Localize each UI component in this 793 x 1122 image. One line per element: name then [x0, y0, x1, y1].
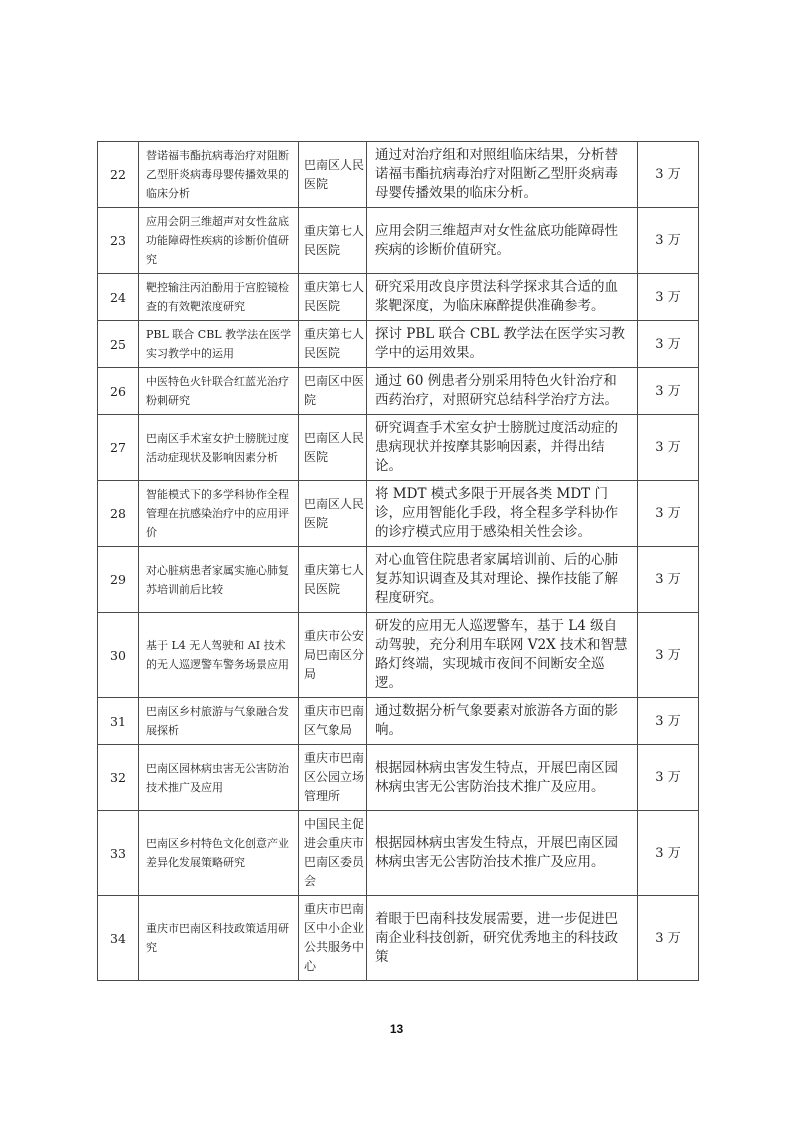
row-number-cell: 33 [98, 811, 139, 896]
table-row [98, 368, 699, 415]
project-title-cell: 巴南区乡村旅游与气象融合发展探析 [139, 698, 299, 745]
amount-cell: 3 万 [638, 811, 699, 896]
table-row [98, 481, 699, 547]
table-row [98, 811, 699, 896]
description-cell: 根据园林病虫害发生特点，开展巴南区园林病虫害无公害防治技术推广及应用。 [367, 745, 638, 811]
project-title-cell: 重庆市巴南区科技政策适用研究 [139, 896, 299, 981]
institution-cell: 巴南区人民医院 [299, 481, 367, 547]
description-cell: 研究采用改良序贯法科学探求其合适的血浆靶深度，为临床麻醉提供准确参考。 [367, 274, 638, 321]
amount-cell: 3 万 [638, 745, 699, 811]
row-number-cell: 22 [98, 142, 139, 208]
row-number-cell: 23 [98, 208, 139, 274]
description-cell: 将 MDT 模式多限于开展各类 MDT 门诊，应用智能化手段，将全程多学科协作的诊疗模式应用于感染相关性会诊。 [367, 481, 638, 547]
project-title-cell: 对心脏病患者家属实施心肺复苏培训前后比较 [139, 547, 299, 613]
project-title-cell: 应用会阴三维超声对女性盆底功能障碍性疾病的诊断价值研究 [139, 208, 299, 274]
institution-cell: 重庆市公安局巴南区分局 [299, 613, 367, 698]
table-row [98, 745, 699, 811]
table-row [98, 274, 699, 321]
table-body [98, 142, 699, 981]
amount-cell: 3 万 [638, 481, 699, 547]
amount-cell: 3 万 [638, 208, 699, 274]
amount-cell: 3 万 [638, 274, 699, 321]
project-title-cell: 替诺福韦酯抗病毒治疗对阻断乙型肝炎病毒母婴传播效果的临床分析 [139, 142, 299, 208]
table-row [98, 896, 699, 981]
row-number-cell: 27 [98, 415, 139, 481]
institution-cell: 巴南区人民医院 [299, 415, 367, 481]
description-cell: 应用会阴三维超声对女性盆底功能障碍性疾病的诊断价值研究。 [367, 208, 638, 274]
project-funding-table [97, 141, 699, 981]
row-number-cell: 31 [98, 698, 139, 745]
institution-cell: 重庆市巴南区中小企业公共服务中心 [299, 896, 367, 981]
institution-cell: 重庆第七人民医院 [299, 208, 367, 274]
table-row [98, 547, 699, 613]
row-number-cell: 25 [98, 321, 139, 368]
description-cell: 通过对治疗组和对照组临床结果，分析替诺福韦酯抗病毒治疗对阻断乙型肝炎病毒母婴传播效果的临床分析。 [367, 142, 638, 208]
table-row [98, 415, 699, 481]
description-cell: 着眼于巴南科技发展需要，进一步促进巴南企业科技创新，研究优秀地主的科技政策 [367, 896, 638, 981]
amount-cell: 3 万 [638, 896, 699, 981]
amount-cell: 3 万 [638, 698, 699, 745]
institution-cell: 重庆市巴南区气象局 [299, 698, 367, 745]
row-number-cell: 24 [98, 274, 139, 321]
description-cell: 通过数据分析气象要素对旅游各方面的影响。 [367, 698, 638, 745]
project-title-cell: 靶控输注丙泊酚用于宫腔镜检查的有效靶浓度研究 [139, 274, 299, 321]
institution-cell: 重庆市巴南区公园立场管理所 [299, 745, 367, 811]
institution-cell: 中国民主促进会重庆市巴南区委员会 [299, 811, 367, 896]
project-title-cell: 基于 L4 无人驾驶和 AI 技术的无人巡逻警车警务场景应用 [139, 613, 299, 698]
description-cell: 研发的应用无人巡逻警车，基于 L4 级自动驾驶，充分利用车联网 V2X 技术和智慧路灯终端，实现城市夜间不间断安全巡逻。 [367, 613, 638, 698]
row-number-cell: 29 [98, 547, 139, 613]
table-row [98, 142, 699, 208]
institution-cell: 重庆第七人民医院 [299, 274, 367, 321]
description-cell: 研究调查手术室女护士膀胱过度活动症的患病现状并按摩其影响因素，并得出结论。 [367, 415, 638, 481]
institution-cell: 重庆第七人民医院 [299, 547, 367, 613]
institution-cell: 巴南区人民医院 [299, 142, 367, 208]
amount-cell: 3 万 [638, 415, 699, 481]
project-title-cell: 巴南区乡村特色文化创意产业差异化发展策略研究 [139, 811, 299, 896]
table-row [98, 321, 699, 368]
table-row [98, 208, 699, 274]
description-cell: 对心血管住院患者家属培训前、后的心肺复苏知识调查及其对理论、操作技能了解程度研究。 [367, 547, 638, 613]
table-row [98, 613, 699, 698]
row-number-cell: 30 [98, 613, 139, 698]
row-number-cell: 32 [98, 745, 139, 811]
amount-cell: 3 万 [638, 368, 699, 415]
row-number-cell: 34 [98, 896, 139, 981]
amount-cell: 3 万 [638, 613, 699, 698]
row-number-cell: 26 [98, 368, 139, 415]
row-number-cell: 28 [98, 481, 139, 547]
table-row [98, 698, 699, 745]
project-title-cell: 巴南区园林病虫害无公害防治技术推广及应用 [139, 745, 299, 811]
project-title-cell: PBL 联合 CBL 教学法在医学实习教学中的运用 [139, 321, 299, 368]
description-cell: 通过 60 例患者分别采用特色火针治疗和西药治疗，对照研究总结科学治疗方法。 [367, 368, 638, 415]
institution-cell: 巴南区中医院 [299, 368, 367, 415]
page-number: 13 [389, 1022, 404, 1036]
project-title-cell: 智能模式下的多学科协作全程管理在抗感染治疗中的应用评价 [139, 481, 299, 547]
amount-cell: 3 万 [638, 547, 699, 613]
project-title-cell: 巴南区手术室女护士膀胱过度活动症现状及影响因素分析 [139, 415, 299, 481]
description-cell: 根据园林病虫害发生特点，开展巴南区园林病虫害无公害防治技术推广及应用。 [367, 811, 638, 896]
project-title-cell: 中医特色火针联合红蓝光治疗粉刺研究 [139, 368, 299, 415]
institution-cell: 重庆第七人民医院 [299, 321, 367, 368]
amount-cell: 3 万 [638, 321, 699, 368]
amount-cell: 3 万 [638, 142, 699, 208]
description-cell: 探讨 PBL 联合 CBL 教学法在医学实习教学中的运用效果。 [367, 321, 638, 368]
